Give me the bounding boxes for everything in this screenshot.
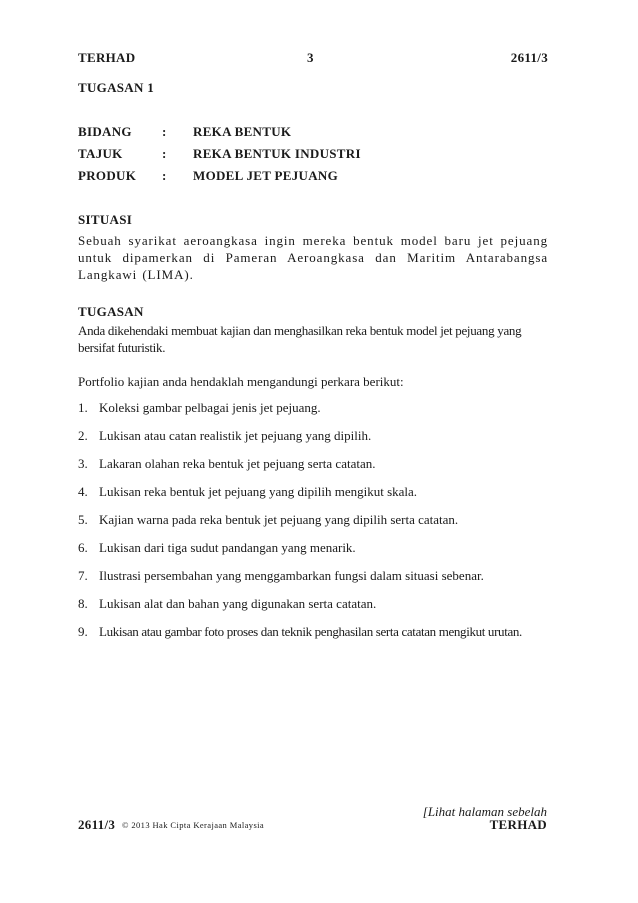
portfolio-intro: Portfolio kajian anda hendaklah mengandungi perkara berikut: [78, 374, 404, 389]
situasi-heading: SITUASI [78, 212, 133, 227]
meta-row-tajuk [78, 146, 478, 163]
list-item-number: 6. [78, 540, 88, 555]
meta-row-produk [78, 168, 478, 185]
list-item-number: 4. [78, 484, 88, 499]
meta-row-bidang [78, 124, 478, 141]
footer-classification: TERHAD [489, 817, 547, 832]
footer-paper-code: 2611/3 [78, 817, 116, 832]
list-item-text: Lukisan reka bentuk jet pejuang yang dipilih mengikut skala. [99, 484, 418, 499]
task-title: TUGASAN 1 [78, 80, 155, 95]
list-item-text: Lukisan atau catan realistik jet pejuang yang dipilih. [99, 428, 372, 443]
meta-label: BIDANG [78, 124, 132, 139]
tugasan-text: Anda dikehendaki membuat kajian dan menghasilkan reka bentuk model jet pejuang yang bersifat futuristik. [78, 323, 522, 355]
list-item-text: Koleksi gambar pelbagai jenis jet pejuang. [99, 400, 321, 415]
list-item-text: Lukisan alat dan bahan yang digunakan serta catatan. [99, 596, 377, 611]
meta-label: TAJUK [78, 146, 123, 161]
list-item-number: 2. [78, 428, 88, 443]
header-classification: TERHAD [78, 50, 136, 65]
list-item-text: Lukisan dari tiga sudut pandangan yang menarik. [99, 540, 356, 555]
meta-value: REKA BENTUK [193, 124, 292, 139]
list-item-number: 8. [78, 596, 88, 611]
tugasan-heading: TUGASAN [78, 304, 144, 319]
meta-label: PRODUK [78, 168, 137, 183]
list-item-number: 7. [78, 568, 88, 583]
list-item-text: Lukisan atau gambar foto proses dan teknik penghasilan serta catatan mengikut urutan. [99, 624, 522, 639]
meta-colon: : [162, 124, 167, 139]
list-item-text: Lakaran olahan reka bentuk jet pejuang serta catatan. [99, 456, 376, 471]
situasi-text: Sebuah syarikat aeroangkasa ingin mereka bentuk model baru jet pejuang untuk dipamerkan di Pameran Aeroangkasa dan Maritim Antarabangsa Langkawi (LIMA). [78, 233, 548, 282]
meta-colon: : [162, 168, 167, 183]
list-item-number: 9. [78, 624, 88, 639]
next-page-note: [Lihat halaman sebelah [422, 804, 547, 819]
meta-value: MODEL JET PEJUANG [193, 168, 338, 183]
list-item-text: Kajian warna pada reka bentuk jet pejuang yang dipilih serta catatan. [99, 512, 459, 527]
header-paper-code: 2611/3 [510, 50, 548, 65]
list-item-number: 3. [78, 456, 88, 471]
footer-copyright: © 2013 Hak Cipta Kerajaan Malaysia [122, 820, 265, 830]
list-item-text: Ilustrasi persembahan yang menggambarkan fungsi dalam situasi sebenar. [99, 568, 484, 583]
meta-value: REKA BENTUK INDUSTRI [193, 146, 361, 161]
list-item-number: 5. [78, 512, 88, 527]
header-page-number: 3 [307, 50, 314, 65]
meta-colon: : [162, 146, 167, 161]
list-item-number: 1. [78, 400, 88, 415]
